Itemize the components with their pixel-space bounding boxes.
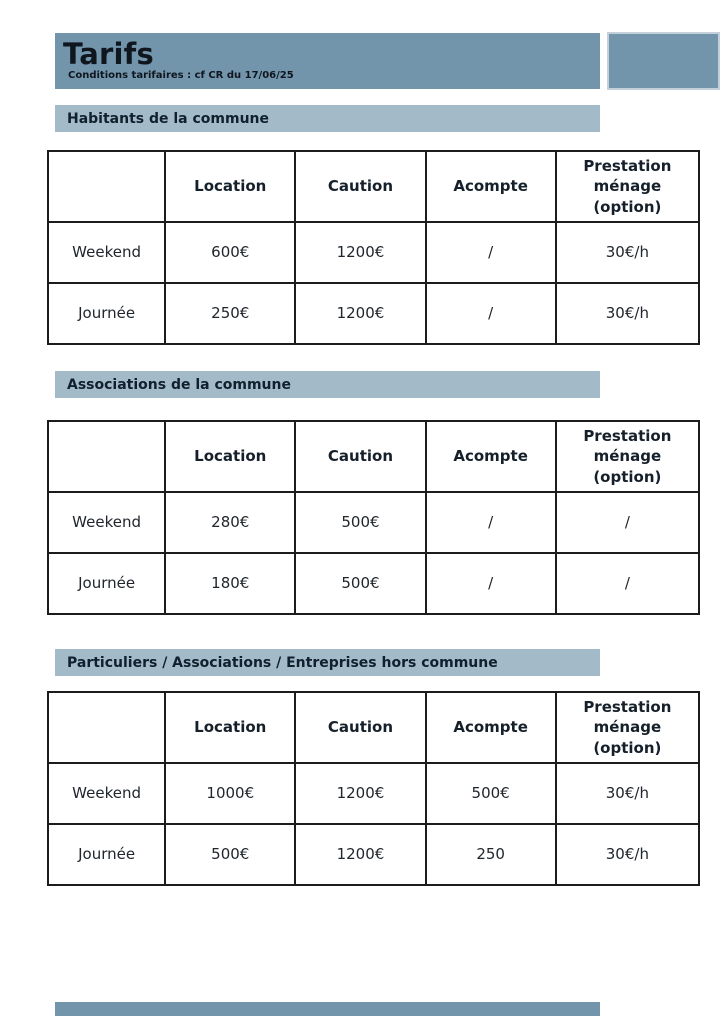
header-accent-block — [607, 32, 720, 90]
cell-value: 30€/h — [556, 824, 699, 885]
cell-value: 30€/h — [556, 283, 699, 344]
table-row — [48, 824, 699, 885]
cell-value: 600€ — [165, 222, 295, 283]
cell-value: 500€ — [295, 492, 425, 553]
cell-value: / — [426, 222, 556, 283]
table-row — [48, 492, 699, 553]
column-header-empty — [48, 421, 165, 492]
page-header — [55, 33, 721, 89]
column-header-acompte: Acompte — [426, 421, 556, 492]
cell-value: 250€ — [165, 283, 295, 344]
cell-value: 500€ — [165, 824, 295, 885]
cell-value: / — [556, 492, 699, 553]
section-heading-hors-commune — [55, 649, 600, 676]
section-heading-label: Habitants de la commune — [67, 110, 270, 127]
row-label: Weekend — [48, 763, 165, 824]
table-header-row — [48, 692, 699, 763]
section-heading-habitants — [55, 105, 600, 132]
column-header-acompte: Acompte — [426, 151, 556, 222]
column-header-caution: Caution — [295, 692, 425, 763]
section-heading-label: Associations de la commune — [67, 376, 291, 393]
cell-value: 30€/h — [556, 763, 699, 824]
cell-value: / — [556, 553, 699, 614]
column-header-acompte: Acompte — [426, 692, 556, 763]
cell-value: 280€ — [165, 492, 295, 553]
cell-value: 1000€ — [165, 763, 295, 824]
column-header-caution: Caution — [295, 151, 425, 222]
table-header-row — [48, 151, 699, 222]
page-title: Tarifs — [63, 37, 154, 71]
cell-value: / — [426, 553, 556, 614]
column-header-prestation: Prestation ménage (option) — [556, 692, 699, 763]
cell-value: 1200€ — [295, 763, 425, 824]
table-header-row — [48, 421, 699, 492]
table-row — [48, 763, 699, 824]
cell-value: / — [426, 492, 556, 553]
column-header-caution: Caution — [295, 421, 425, 492]
column-header-location: Location — [165, 421, 295, 492]
table-row — [48, 222, 699, 283]
row-label: Journée — [48, 824, 165, 885]
row-label: Weekend — [48, 492, 165, 553]
row-label: Journée — [48, 553, 165, 614]
title-banner — [55, 33, 600, 89]
cell-value: 250 — [426, 824, 556, 885]
row-label: Weekend — [48, 222, 165, 283]
cell-value: 1200€ — [295, 283, 425, 344]
column-header-location: Location — [165, 692, 295, 763]
page-subtitle: Conditions tarifaires : cf CR du 17/06/25 — [68, 70, 294, 82]
cell-value: / — [426, 283, 556, 344]
row-label: Journée — [48, 283, 165, 344]
column-header-location: Location — [165, 151, 295, 222]
column-header-prestation: Prestation ménage (option) — [556, 421, 699, 492]
section-heading-associations — [55, 371, 600, 398]
footer-accent-bar — [55, 1002, 600, 1016]
table-row — [48, 553, 699, 614]
cell-value: 180€ — [165, 553, 295, 614]
column-header-empty — [48, 151, 165, 222]
column-header-prestation: Prestation ménage (option) — [556, 151, 699, 222]
column-header-empty — [48, 692, 165, 763]
cell-value: 500€ — [426, 763, 556, 824]
tariff-table-hors-commune — [47, 691, 700, 886]
table-row — [48, 283, 699, 344]
tariff-table-associations — [47, 420, 700, 615]
cell-value: 30€/h — [556, 222, 699, 283]
section-heading-label: Particuliers / Associations / Entreprises hors commune — [67, 654, 498, 671]
cell-value: 500€ — [295, 553, 425, 614]
cell-value: 1200€ — [295, 222, 425, 283]
cell-value: 1200€ — [295, 824, 425, 885]
tariff-table-habitants — [47, 150, 700, 345]
